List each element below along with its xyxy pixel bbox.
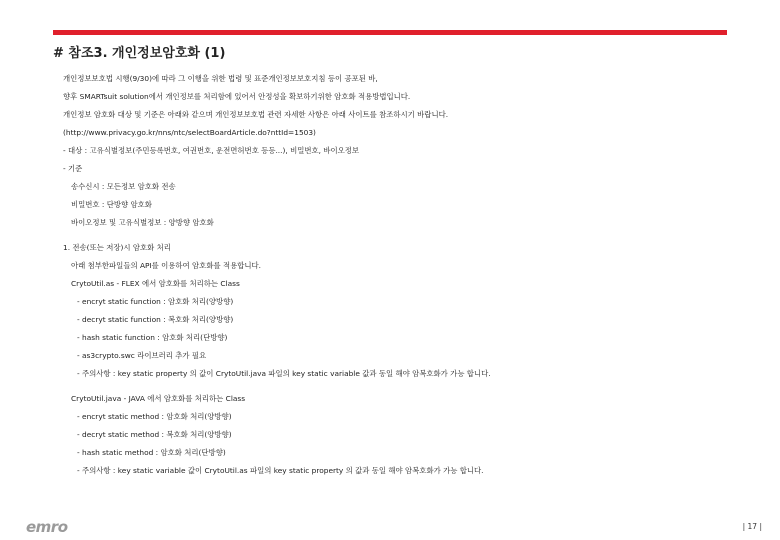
- section-heading: 1. 전송(또는 저장)시 암호화 처리: [63, 243, 171, 252]
- intro-line: 개인정보보호법 시행(9/30)에 따라 그 이행을 위한 법령 및 표준개인정보보호지침 등이 공포된 바,: [63, 74, 378, 83]
- target-line: - 대상 : 고유식별정보(주민등록번호, 여권번호, 운전면허번호 등등...), 비밀번호, 바이오정보: [63, 146, 360, 155]
- java-item: - decryt static method : 복호화 처리(양방향): [77, 430, 232, 439]
- flex-item: - 주의사항 : key static property 의 값이 CrytoUtil.java 파일의 key static variable 값과 동일 해야 암복호화가 가능 합니다.: [77, 369, 491, 378]
- header-accent-bar: [53, 30, 727, 35]
- flex-item: - decryt static function : 복호화 처리(양방향): [77, 315, 234, 324]
- privacy-url: (http://www.privacy.go.kr/nns/ntc/selectBoardArticle.do?nttId=1503): [63, 128, 316, 137]
- java-item: - 주의사항 : key static variable 값이 CrytoUtil.as 파일의 key static property 의 값과 동일 해야 암복호화가 가능 합니다.: [77, 466, 484, 475]
- section-subtext: 아래 첨부한파일들의 API를 이용하여 암호화를 적용합니다.: [71, 261, 261, 270]
- flex-class-title: CrytoUtil.as - FLEX 에서 암호화를 처리하는 Class: [71, 279, 240, 288]
- criteria-heading: - 기준: [63, 164, 83, 173]
- page-title: # 참조3. 개인정보암호화 (1): [53, 46, 226, 61]
- document-body: [63, 70, 753, 480]
- criteria-item: 송수신시 : 모든정보 암호화 전송: [71, 182, 176, 191]
- intro-line: 향후 SMARTsuit solution에서 개인정보를 처리함에 있어서 안정성을 확보하기위한 암호화 적용방법입니다.: [63, 92, 411, 101]
- flex-item: - as3crypto.swc 라이브러리 추가 필요: [77, 351, 207, 360]
- intro-line: 개인정보 암호화 대상 및 기준은 아래와 같으며 개인정보보호법 관련 자세한 사항은 아래 사이트를 참조하시기 바랍니다.: [63, 110, 449, 119]
- flex-item: - encryt static function : 암호화 처리(양방향): [77, 297, 234, 306]
- java-item: - encryt static method : 암호화 처리(양방향): [77, 412, 232, 421]
- page-number: | 17 |: [742, 522, 762, 531]
- emro-logo: emro: [26, 518, 68, 536]
- flex-item: - hash static function : 암호화 처리(단방향): [77, 333, 228, 342]
- criteria-item: 비밀번호 : 단방향 암호화: [71, 200, 152, 209]
- java-item: - hash static method : 암호화 처리(단방향): [77, 448, 226, 457]
- java-class-title: CrytoUtil.java - JAVA 에서 암호화를 처리하는 Class: [71, 394, 246, 403]
- criteria-item: 바이오정보 및 고유식별정보 : 양방향 암호화: [71, 218, 214, 227]
